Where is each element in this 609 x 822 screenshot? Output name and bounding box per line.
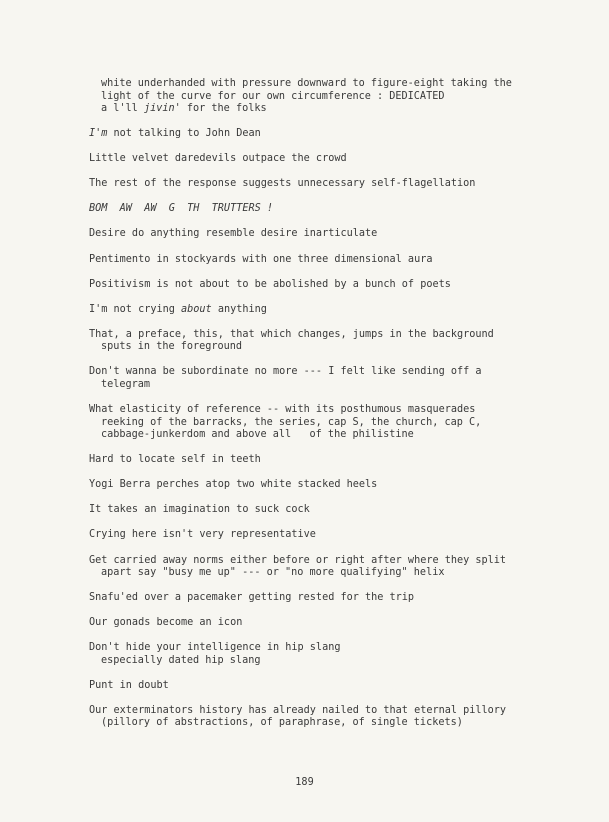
- stanza-13: Yogi Berra perches atop two white stacked heels: [89, 479, 378, 491]
- line: Our exterminators history has already nailed to that eternal pillory: [89, 704, 507, 716]
- stanza-5: Desire do anything resemble desire inarticulate: [89, 228, 378, 240]
- line: What elasticity of reference -- with its posthumous masquerades: [89, 404, 476, 416]
- line: white underhanded with pressure downward to figure-eight taking the: [101, 78, 512, 89]
- stanza-8: [89, 304, 589, 317]
- stanza-17: Snafu'ed over a pacemaker getting rested for the trip: [89, 592, 415, 604]
- line-text: a l'll: [101, 103, 144, 114]
- line: reeking of the barracks, the series, cap S, the church, cap C,: [101, 416, 482, 428]
- italic-word: I'm: [89, 128, 108, 140]
- stanza-15: Crying here isn't very representative: [89, 529, 316, 541]
- stanza-16: [89, 555, 589, 580]
- line-text: not talking to John Dean: [107, 128, 261, 140]
- line: cabbage-junkerdom and above all of the philistine: [101, 429, 414, 441]
- line: That, a preface, this, that which changes, jumps in the background: [89, 328, 494, 340]
- stanza-11: [89, 404, 589, 442]
- stanza-18: Our gonads become an icon: [89, 617, 243, 629]
- stanza-4: BOM AW AW G TH TRUTTERS !: [89, 203, 274, 215]
- stanza-7: Positivism is not about to be abolished by a bunch of poets: [89, 278, 451, 290]
- stanza-14: It takes an imagination to suck cock: [89, 504, 310, 516]
- line: [101, 103, 589, 116]
- stanza-2: Little velvet daredevils outpace the crowd: [89, 153, 347, 165]
- line: especially dated hip slang: [101, 654, 261, 666]
- italic-word: about: [181, 303, 212, 315]
- poem-text: [89, 78, 589, 743]
- stanza-6: Pentimento in stockyards with one three dimensional aura: [89, 253, 433, 265]
- stanza-1: [89, 128, 589, 141]
- line: Get carried away norms either before or right after where they split: [89, 554, 507, 566]
- stanza-21: [89, 705, 589, 730]
- line: sputs in the foreground: [101, 341, 243, 353]
- line: apart say "busy me up" --- or "no more qualifying" helix: [101, 567, 445, 578]
- line-text: for the folks: [180, 103, 267, 114]
- line: light of the curve for our own circumference : DEDICATED: [101, 90, 445, 102]
- page-number: 189: [295, 777, 314, 788]
- line: telegram: [101, 378, 151, 390]
- italic-word: jivin': [143, 103, 181, 114]
- stanza-12: Hard to locate self in teeth: [89, 454, 261, 466]
- line: Don't wanna be subordinate no more --- I felt like sending off a: [89, 366, 482, 378]
- stanza-10: [89, 366, 589, 391]
- stanza-9: [89, 329, 589, 354]
- stanza-0: [101, 78, 589, 116]
- line-text: I'm not crying: [89, 303, 182, 315]
- line: (pillory of abstractions, of paraphrase, of single tickets): [101, 717, 463, 729]
- stanza-19: [89, 642, 589, 667]
- line-text: anything: [211, 303, 267, 315]
- line: Don't hide your intelligence in hip slang: [89, 642, 341, 654]
- stanza-20: Punt in doubt: [89, 679, 169, 691]
- stanza-3: The rest of the response suggests unnecessary self-flagellation: [89, 178, 476, 190]
